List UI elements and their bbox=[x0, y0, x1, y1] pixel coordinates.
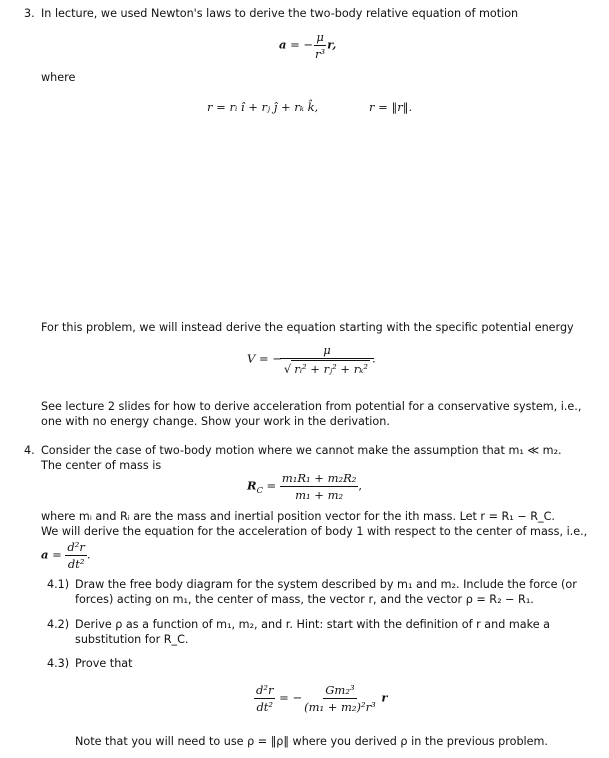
part-4-1-line1: Draw the free body diagram for the system described by m₁ and m₂. Include the force (or bbox=[75, 578, 577, 591]
eq-final-den: (m₁ + m₂)²r³ bbox=[304, 700, 376, 714]
eq-final-lhs-den: dt² bbox=[256, 700, 274, 714]
eq-accel-fraction bbox=[313, 30, 327, 61]
eq-potential-fraction bbox=[282, 343, 372, 376]
q3-where: where bbox=[41, 71, 76, 84]
q3-eq-accel bbox=[279, 30, 336, 61]
eq-a-rel: = bbox=[52, 547, 62, 562]
eq-final-lhs-num: d²r bbox=[256, 683, 274, 697]
eq-potential-den-wrap bbox=[282, 359, 372, 376]
eq-accel-num: μ bbox=[316, 30, 324, 44]
eq-a-num: d²r bbox=[67, 540, 85, 554]
sqrt-symbol: √ bbox=[283, 362, 292, 376]
eq-final-fraction bbox=[302, 683, 378, 714]
eq-a-tail: . bbox=[86, 547, 91, 562]
eq-com-rel: = bbox=[266, 478, 277, 493]
q4-intro-line1: Consider the case of two-body motion where we cannot make the assumption that m₁ ≪ m₂. bbox=[41, 444, 562, 457]
part-4-3-number: 4.3) bbox=[47, 657, 70, 670]
q3-eq-position: r = rᵢ î + rⱼ ĵ + rₖ k̂, bbox=[207, 100, 319, 114]
q4-eq-a bbox=[41, 540, 91, 571]
eq-final-rel: = bbox=[279, 690, 289, 705]
eq-final-num: Gm₂³ bbox=[325, 683, 355, 697]
q3-see-lecture: See lecture 2 slides for how to derive acceleration from potential for a conservative system, i.e., one with no energy change. Show your work in the derivation. bbox=[41, 400, 582, 428]
eq-com-num: m₁R₁ + m₂R₂ bbox=[281, 471, 357, 485]
eq-final-lhs-fraction bbox=[254, 683, 275, 714]
eq-accel-rel: = bbox=[290, 37, 300, 52]
eq-a-den: dt² bbox=[67, 557, 85, 571]
part-4-2-number: 4.2) bbox=[47, 618, 70, 631]
part-4-1-number: 4.1) bbox=[47, 578, 70, 591]
q4-intro-line2: The center of mass is bbox=[41, 459, 162, 472]
part-4-2-line1: Derive ρ as a function of m₁, m₂, and r. Hint: start with the definition of r and make a bbox=[75, 618, 551, 631]
eq-final-tail: r bbox=[381, 690, 388, 705]
q4-note: Note that you will need to use ρ = ‖ρ‖ where you derived ρ in the previous problem. bbox=[75, 735, 548, 748]
part-4-1-line2: forces) acting on m₁, the center of mass, the vector r, and the vector ρ = R₂ − R₁. bbox=[75, 593, 534, 606]
q4-where-line2: We will derive the equation for the acceleration of body 1 with respect to the center of mass, i.e., bbox=[41, 525, 588, 538]
eq-a-lhs: a bbox=[41, 547, 49, 562]
eq-potential-lhs: V bbox=[247, 351, 256, 366]
eq-com-tail: , bbox=[358, 478, 363, 493]
q3-number: 3. bbox=[24, 7, 35, 20]
eq-potential-sign: − bbox=[272, 351, 282, 366]
eq-potential-den: rᵢ² + rⱼ² + rₖ² bbox=[291, 360, 370, 376]
q4-where-line1: where mᵢ and Rᵢ are the mass and inertial position vector for the ith mass. Let r = R₁ − R_C. bbox=[41, 510, 555, 523]
eq-com-fraction bbox=[280, 471, 359, 502]
q3-eq-norm: r = ‖r‖. bbox=[369, 100, 413, 114]
eq-com-lhs: R bbox=[247, 478, 257, 493]
eq-potential-num: μ bbox=[280, 343, 374, 359]
eq-potential-rel: = bbox=[258, 351, 269, 366]
eq-potential-tail: . bbox=[372, 351, 376, 366]
eq-accel-lhs: a bbox=[279, 37, 287, 52]
eq-com-den: m₁ + m₂ bbox=[295, 488, 344, 502]
part-4-3-line1: Prove that bbox=[75, 657, 133, 670]
eq-accel-sign: − bbox=[303, 37, 314, 52]
part-4-2-line2: substitution for R_C. bbox=[75, 633, 189, 646]
q3-intro: In lecture, we used Newton's laws to derive the two-body relative equation of motion bbox=[41, 7, 519, 20]
q4-eq-com bbox=[247, 471, 362, 502]
eq-accel-den: r³ bbox=[315, 47, 326, 61]
eq-com-lhs-sub: C bbox=[256, 484, 263, 495]
q4-eq-final bbox=[254, 683, 387, 714]
q4-number: 4. bbox=[24, 444, 35, 457]
q3-eq-potential bbox=[247, 343, 376, 376]
eq-a-fraction bbox=[65, 540, 86, 571]
eq-final-sign: − bbox=[292, 690, 303, 705]
q3-instead: For this problem, we will instead derive the equation starting with the specific potential energy bbox=[41, 321, 574, 334]
eq-accel-tail: r, bbox=[327, 37, 337, 52]
